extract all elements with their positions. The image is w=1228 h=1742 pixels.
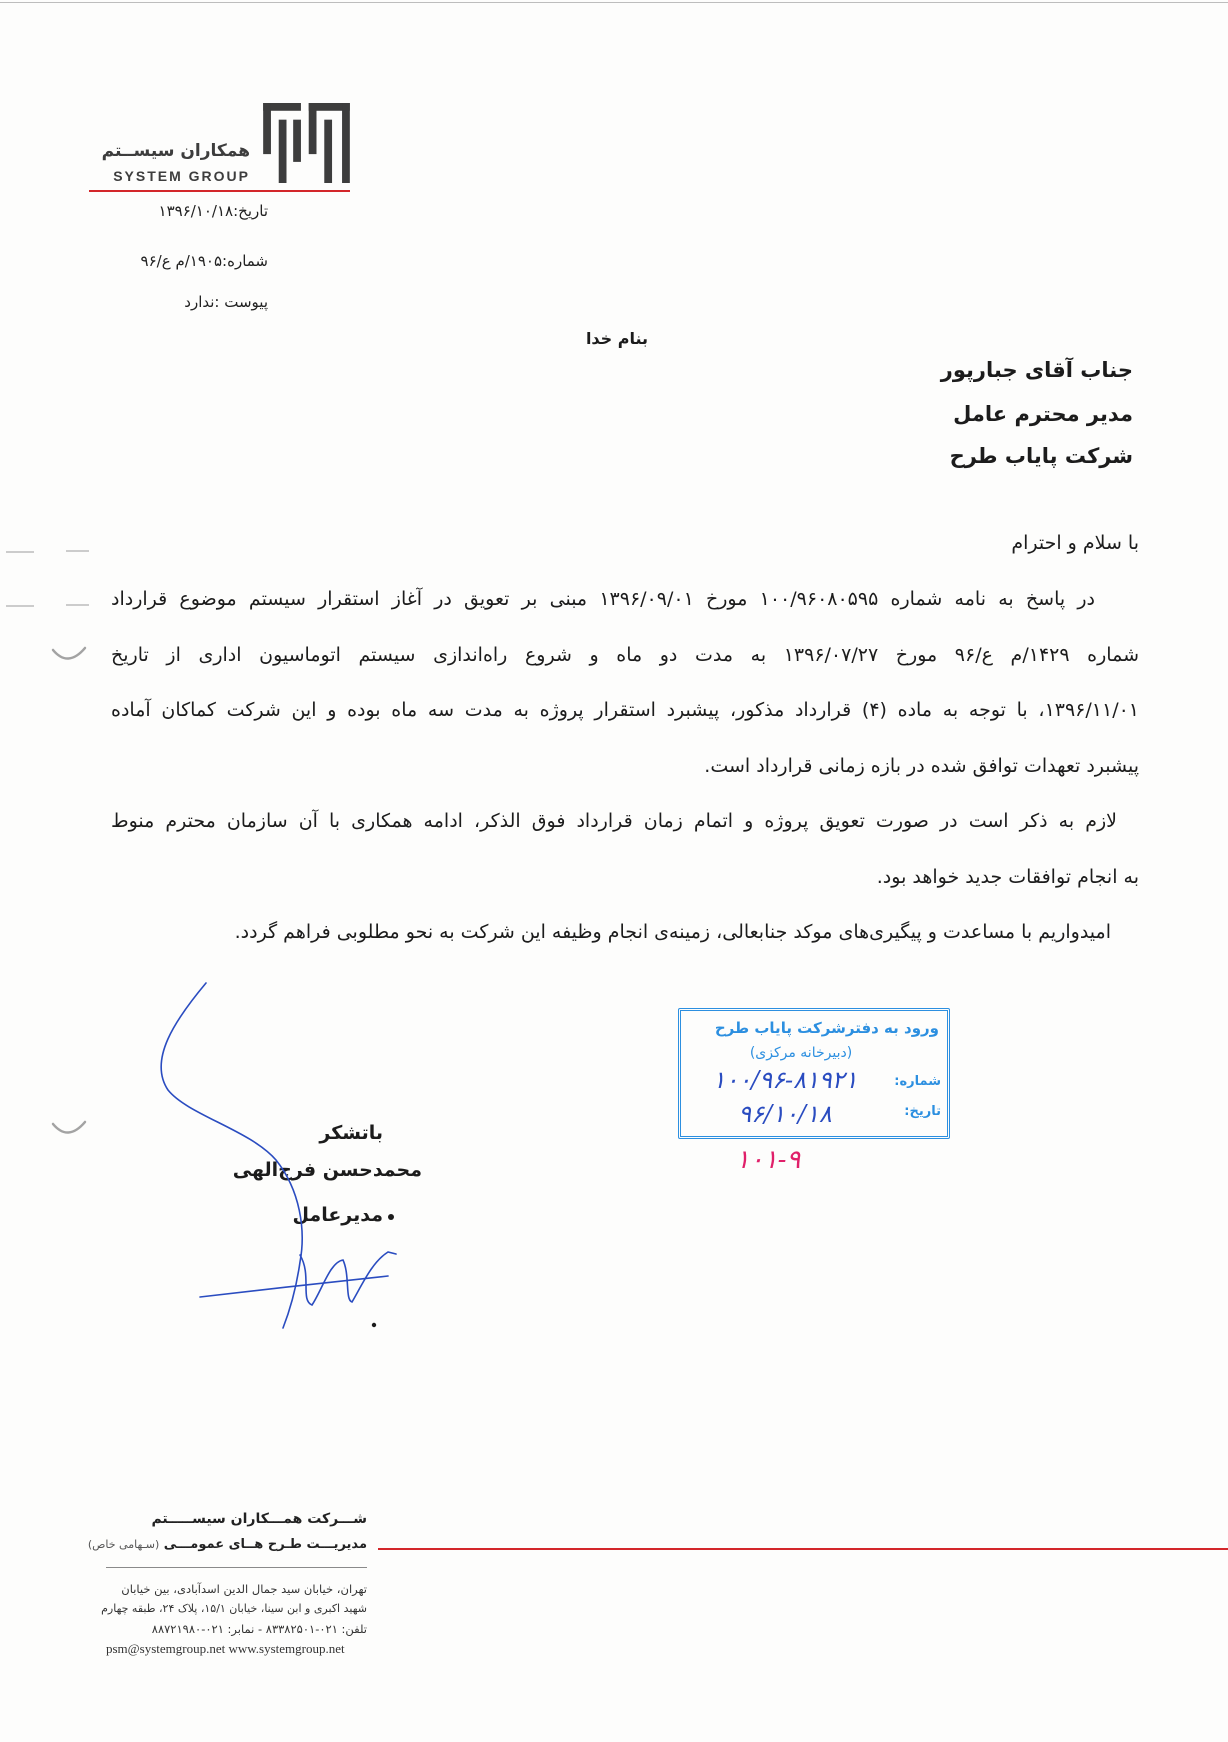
ink-dot: [372, 1323, 376, 1327]
letterhead-red-rule: [89, 190, 350, 192]
red-handwritten-note: ۱۰۱-۹: [735, 1145, 801, 1175]
stamp-subheading: (دبیرخانه مرکزی): [749, 1045, 853, 1061]
footer-division-name: مدیریـــت طـرح هــای عمومـــی: [163, 1537, 367, 1552]
ink-dot: [388, 1214, 394, 1220]
stamp-date-label: تاریخ:: [904, 1104, 941, 1119]
stamp-heading: ورود به دفترشرکت پایاب طرح: [714, 1019, 939, 1037]
system-group-logo-icon: [263, 103, 350, 183]
footer-phone-fax: تلفن: ۰۲۱-۸۳۳۸۲۵۰۱ - نمابر: ۰۲۱-۸۸۷۲۱۹۸۰: [151, 1622, 367, 1636]
paragraph-1-line-3: ۱۳۹۶/۱۱/۰۱، با توجه به ماده (۴) قرارداد مذکور، پیشبرد استقرار پروژه به مدت سه ماه بوده و این شرکت کماکان آماده: [111, 699, 1140, 721]
paragraph-2-line-1: لازم به ذکر است در صورت تعویق پروژه و اتمام زمان قرارداد فوق الذکر، ادامه همکاری با آن سازمان محترم منوط: [111, 810, 1117, 832]
scan-top-edge: [0, 2, 1228, 3]
recipient-company: شرکت پایاب طرح: [949, 444, 1133, 468]
signature-stroke-underline: [200, 1276, 388, 1297]
footer-red-rule: [378, 1548, 1228, 1550]
received-stamp: [678, 1008, 950, 1139]
footer-division-note: (سـهامی خاص): [87, 1538, 160, 1551]
letter-date: تاریخ:۱۳۹۶/۱۰/۱۸: [158, 202, 268, 220]
stamp-number-handwritten: ۱۰۰/۹۶-۸۱۹۲۱: [712, 1066, 858, 1094]
signatory-title: مدیرعامل: [292, 1204, 383, 1226]
signature-closing: باتشکر: [319, 1122, 383, 1144]
paragraph-1-line-4: پیشبرد تعهدات توافق شده در بازه زمانی قرارداد است.: [704, 754, 1139, 777]
greeting: با سلام و احترام: [1011, 532, 1139, 554]
stamp-date-handwritten: ۹۶/۱۰/۱۸: [738, 1100, 832, 1128]
company-name-english: SYSTEM GROUP: [113, 168, 250, 184]
paragraph-3-line-1: امیدواریم با مساعدت و پیگیری‌های موکد جنابعالی، زمینه‌ی انجام وظیفه این شرکت به نحو مطلوبی فراهم گردد.: [234, 921, 1111, 943]
signatory-name: محمدحسن فرج‌الهی: [232, 1159, 422, 1181]
paragraph-1-line-1: در پاسخ به نامه شماره ۱۰۰/۹۶۰۸۰۵۹۵ مورخ ۱۳۹۶/۰۹/۰۱ مبنی بر تعویق در آغاز استقرار سیستم موضوع قرارداد: [111, 588, 1095, 610]
footer-division: [87, 1534, 367, 1556]
recipient-title: مدیر محترم عامل: [953, 402, 1133, 426]
footer-address-line-2: شهید اکبری و ابن سینا، خیابان ۱۵/۱، پلاک ۲۴، طبقه چهارم: [101, 1602, 367, 1615]
footer-company-name: شـــرکت همـــکاران سیســـــتم: [151, 1511, 367, 1527]
recipient-name: جناب آقای جبارپور: [940, 358, 1133, 382]
footer-gray-rule: [106, 1567, 367, 1568]
paragraph-2-line-2: به انجام توافقات جدید خواهد بود.: [876, 865, 1139, 888]
letter-attachment: پیوست :ندارد: [184, 293, 268, 311]
company-name-persian: همکاران سیســتم: [101, 141, 250, 161]
scan-edge-marks: [6, 551, 89, 606]
footer-address-line-1: تهران، خیابان سید جمال الدین اسدآبادی، بین خیابان: [121, 1582, 367, 1596]
signature-stroke-scribble: [300, 1252, 396, 1305]
letter-body: [111, 572, 1139, 961]
letter-number: شماره:۱۹۰۵/م ع/۹۶: [140, 252, 268, 270]
footer-email-website: psm@systemgroup.net www.systemgroup.net: [106, 1641, 345, 1656]
paragraph-1-line-2: شماره ۱۴۲۹/م ع/۹۶ مورخ ۱۳۹۶/۰۷/۲۷ به مدت دو ماه و شروع راه‌اندازی سیستم اتوماسیون اداری از تاریخ: [111, 643, 1139, 666]
invocation: بنام خدا: [585, 329, 649, 348]
punch-hole-marks: [53, 648, 85, 1133]
stamp-number-label: شماره:: [894, 1074, 941, 1089]
